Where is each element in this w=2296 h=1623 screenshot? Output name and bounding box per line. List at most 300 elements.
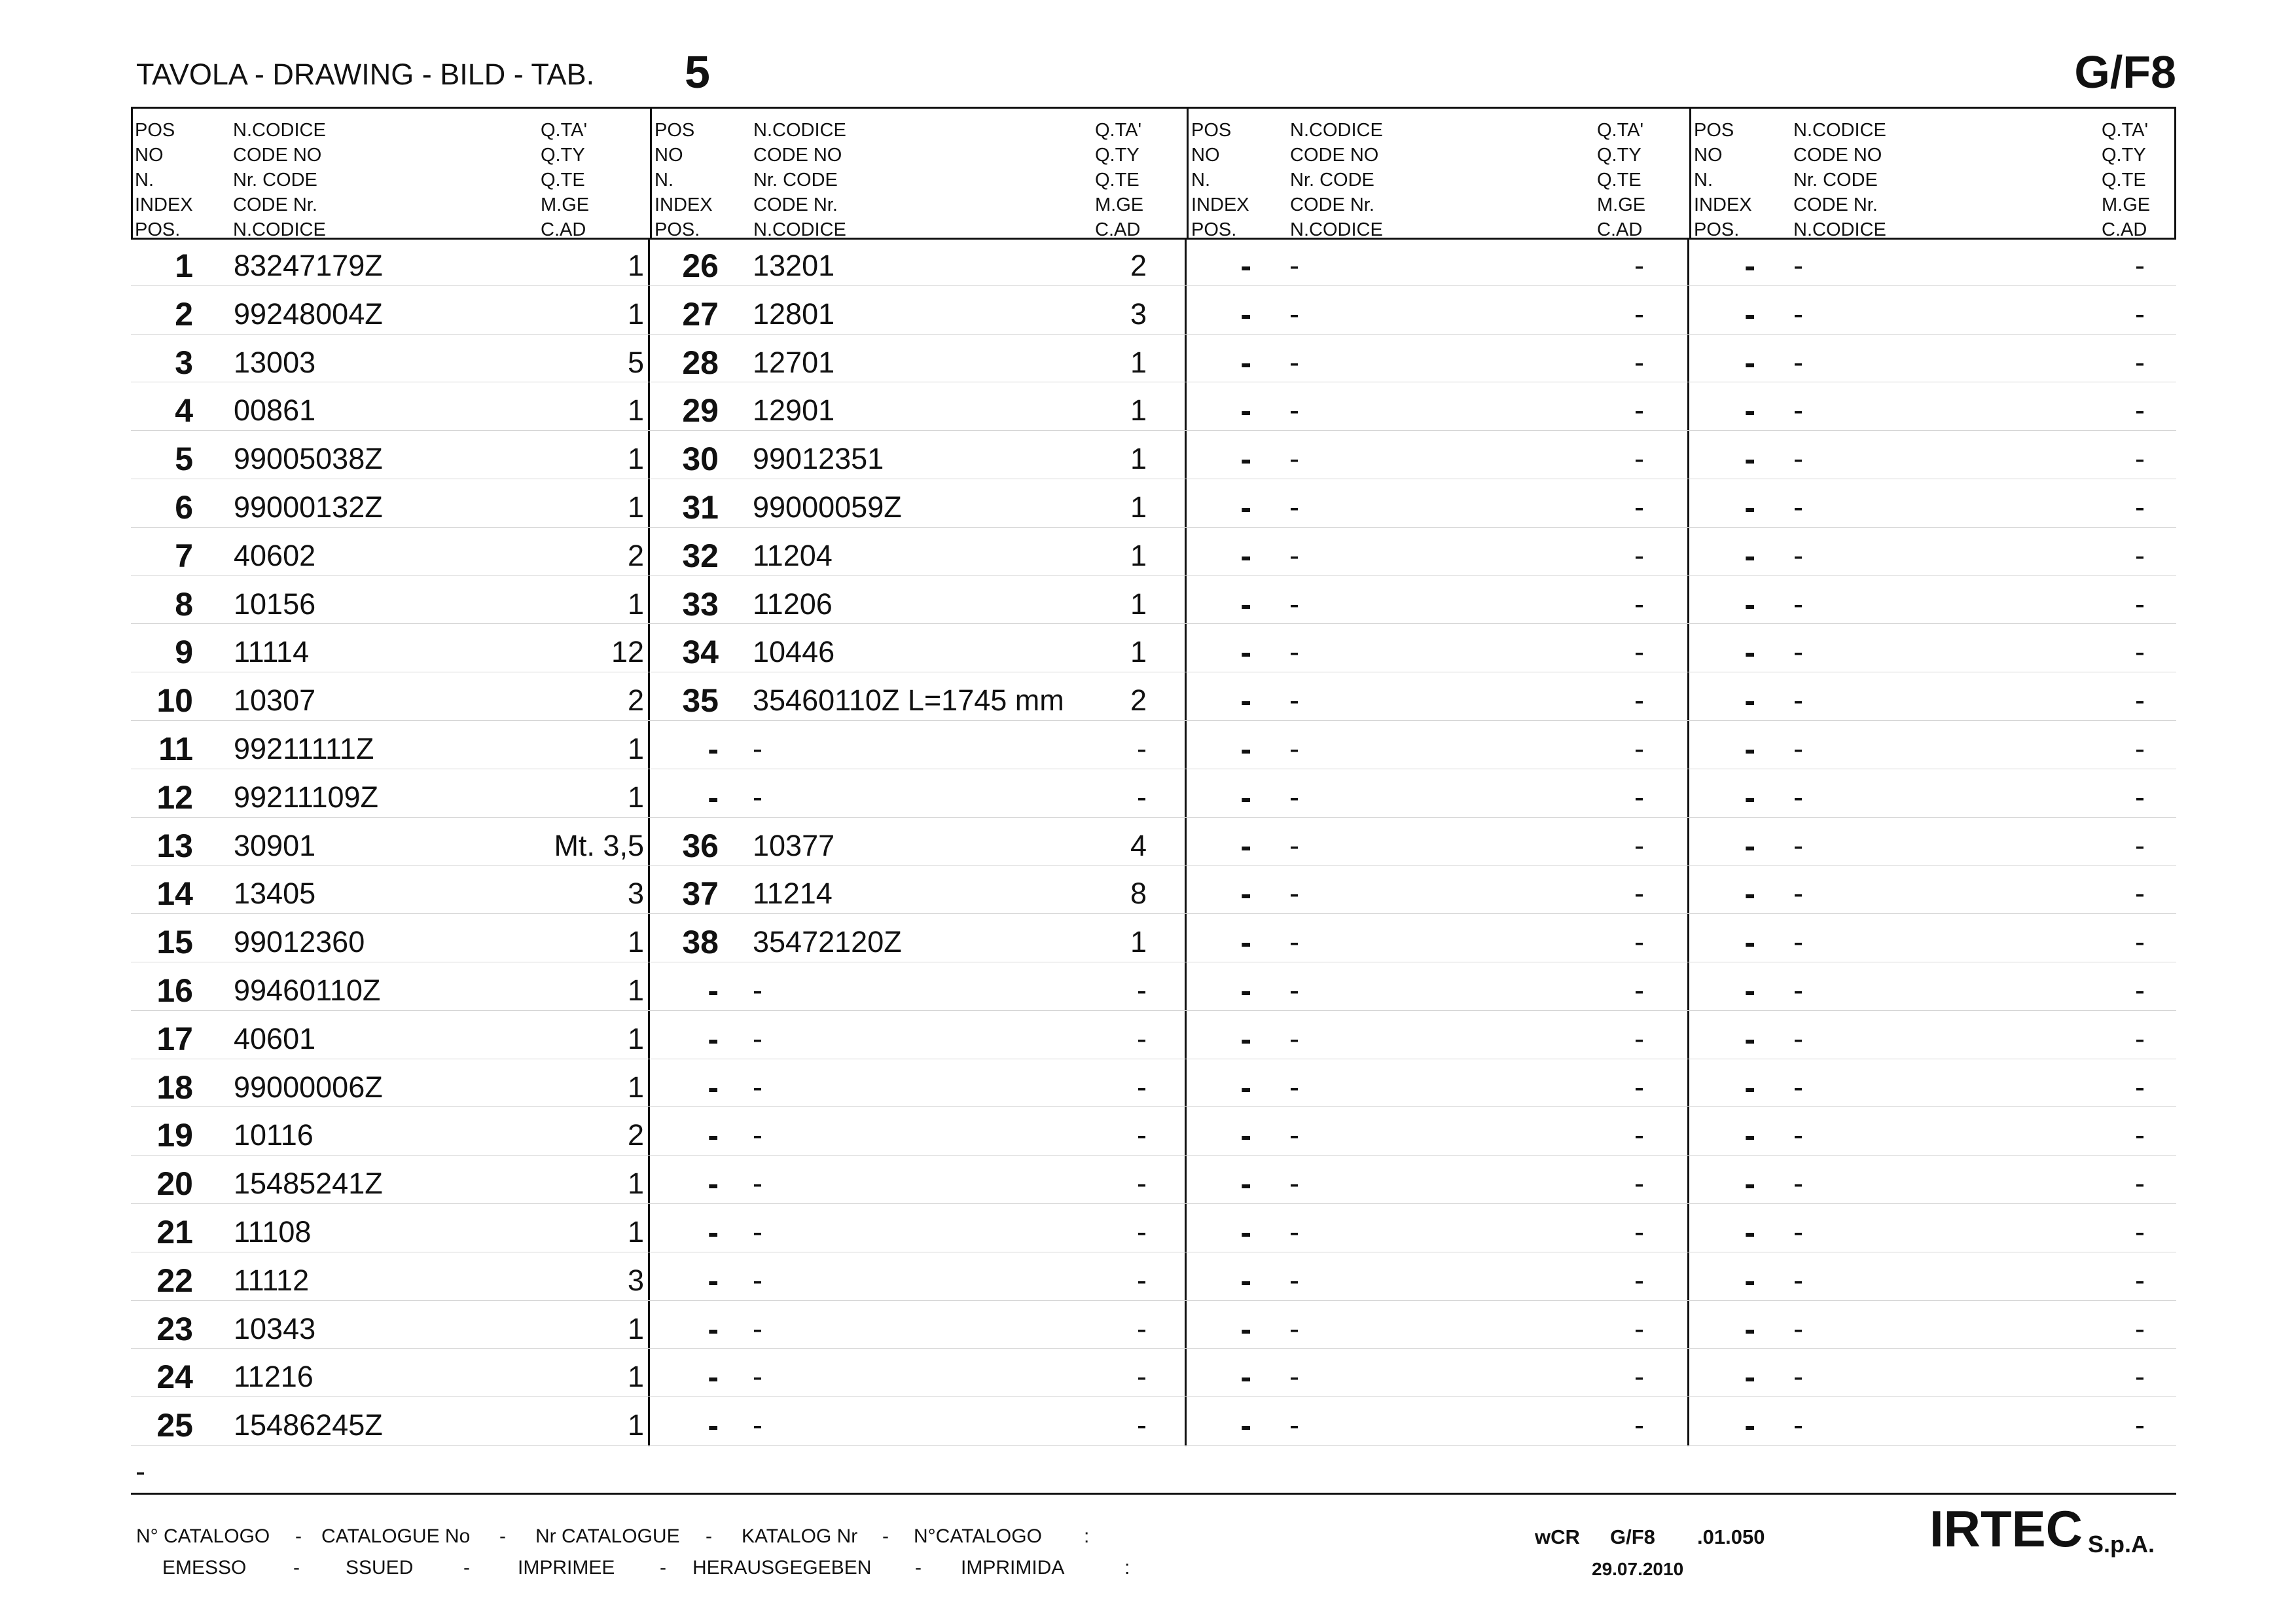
company-suffix: S.p.A. — [2088, 1531, 2155, 1558]
header-code-label: CODE NO — [233, 145, 322, 166]
header-code-label: CODE NO — [1290, 145, 1379, 166]
header-code-label: CODE NO — [753, 145, 842, 166]
header-column-divider — [1187, 109, 1189, 238]
header-qty-label: M.GE — [1597, 194, 1646, 215]
header-code-label: Nr. CODE — [1290, 170, 1374, 191]
header-code-label: CODE Nr. — [1793, 194, 1878, 215]
quantity: - — [1634, 442, 1644, 476]
header-pos-label: POS — [1694, 120, 1734, 141]
part-code: - — [1793, 1408, 1803, 1442]
position-number: 38 — [682, 924, 719, 961]
catalogue-code-part: G/F8 — [1610, 1525, 1655, 1548]
position-number: - — [708, 1262, 719, 1299]
quantity: - — [1137, 1360, 1147, 1394]
position-number: - — [1240, 1407, 1251, 1444]
header-pos-label: N. — [1191, 170, 1210, 191]
catalogue-line-part: N° CATALOGO — [136, 1525, 270, 1547]
part-code: - — [1793, 1360, 1803, 1394]
part-code: - — [1289, 442, 1299, 476]
header-qty-labels — [541, 118, 589, 242]
part-code: - — [1289, 780, 1299, 814]
header-qty-label: C.AD — [1597, 219, 1643, 240]
position-number: - — [1744, 778, 1755, 816]
table-note: - — [135, 1455, 145, 1488]
position-number: - — [1240, 1068, 1251, 1106]
quantity: - — [1137, 1263, 1147, 1297]
position-number: - — [708, 972, 719, 1009]
part-code: 15485241Z — [234, 1167, 383, 1201]
table-row — [131, 576, 2176, 625]
catalogue-line-part: - — [706, 1525, 712, 1547]
part-code: - — [1289, 732, 1299, 765]
quantity: 8 — [1130, 877, 1147, 911]
quantity: - — [1137, 974, 1147, 1007]
position-number: - — [1744, 247, 1755, 284]
part-code: - — [753, 1408, 762, 1442]
table-row — [131, 672, 2176, 721]
quantity: 1 — [627, 925, 644, 959]
header-pos-label: NO — [1191, 145, 1220, 166]
part-code: 30901 — [234, 828, 316, 862]
part-code: - — [1289, 1311, 1299, 1345]
header-qty-label: C.AD — [2102, 219, 2147, 240]
issued-line-part: : — [1124, 1557, 1130, 1578]
quantity: - — [1137, 1408, 1147, 1442]
table-row — [131, 238, 2176, 286]
header-qty-label: Q.TE — [2102, 170, 2146, 191]
quantity: 1 — [627, 297, 644, 331]
quantity: - — [2135, 828, 2145, 862]
quantity: 1 — [627, 1167, 644, 1201]
table-row — [131, 624, 2176, 672]
quantity: 1 — [627, 1311, 644, 1345]
part-code: - — [1289, 1021, 1299, 1055]
quantity: 2 — [627, 538, 644, 572]
part-code: - — [1793, 538, 1803, 572]
part-code: 35472120Z — [753, 925, 902, 959]
part-code: - — [1289, 345, 1299, 379]
header-pos-label: NO — [135, 145, 164, 166]
header-qty-label: Q.TA' — [2102, 120, 2149, 141]
part-code: - — [1793, 684, 1803, 718]
position-number: - — [1240, 1359, 1251, 1396]
header-code-labels — [1290, 118, 1383, 242]
quantity: 1 — [627, 1021, 644, 1055]
part-code: - — [1793, 1311, 1803, 1345]
quantity: - — [2135, 297, 2145, 331]
header-code-label: N.CODICE — [233, 219, 326, 240]
quantity: - — [1634, 1408, 1644, 1442]
position-number: - — [1744, 682, 1755, 720]
part-code: 10377 — [753, 828, 835, 862]
position-number: - — [1744, 924, 1755, 961]
catalogue-line-part: CATALOGUE No — [321, 1525, 471, 1547]
part-code: - — [1793, 1167, 1803, 1201]
position-number: - — [1240, 1117, 1251, 1154]
position-number: 20 — [156, 1165, 193, 1203]
position-number: - — [1240, 682, 1251, 720]
part-code: 99211111Z — [234, 732, 374, 765]
position-number: 26 — [682, 247, 719, 284]
header-pos-label: N. — [655, 170, 673, 191]
page-title: TAVOLA - DRAWING - BILD - TAB. — [136, 58, 595, 91]
table-row — [131, 721, 2176, 769]
position-number: 5 — [175, 441, 193, 478]
quantity: 1 — [627, 780, 644, 814]
header-qty-label: Q.TY — [1095, 145, 1139, 166]
quantity: - — [1137, 1311, 1147, 1345]
part-code: 13003 — [234, 345, 316, 379]
table-row — [131, 1011, 2176, 1059]
position-number: - — [1744, 441, 1755, 478]
part-code: - — [1289, 249, 1299, 282]
issued-line-part: - — [915, 1557, 922, 1578]
header-code-label: CODE NO — [1793, 145, 1882, 166]
header-pos-labels — [655, 118, 713, 242]
quantity: - — [2135, 635, 2145, 669]
header-qty-labels — [1095, 118, 1143, 242]
position-number: 34 — [682, 634, 719, 671]
position-number: 4 — [175, 392, 193, 429]
table-row — [131, 1204, 2176, 1252]
part-code: 99012360 — [234, 925, 365, 959]
table-row — [131, 818, 2176, 866]
table-row — [131, 769, 2176, 818]
part-code: - — [753, 1215, 762, 1249]
header-code-label: CODE Nr. — [1290, 194, 1374, 215]
header-code-labels — [753, 118, 846, 242]
position-number: - — [1240, 295, 1251, 333]
part-code: 99005038Z — [234, 442, 383, 476]
issued-line-part: EMESSO — [162, 1557, 247, 1578]
header-pos-label: NO — [1694, 145, 1723, 166]
header-qty-label: C.AD — [541, 219, 586, 240]
quantity: - — [1137, 732, 1147, 765]
position-number: - — [1240, 827, 1251, 864]
quantity: - — [2135, 442, 2145, 476]
part-code: 10307 — [234, 684, 316, 718]
part-code: 11214 — [753, 877, 833, 911]
position-number: 1 — [175, 247, 193, 284]
position-number: - — [1744, 1214, 1755, 1250]
quantity: - — [1137, 780, 1147, 814]
quantity: 1 — [627, 587, 644, 621]
quantity: Mt. 3,5 — [554, 828, 644, 862]
header-qty-label: Q.TE — [1095, 170, 1139, 191]
part-code: 00861 — [234, 393, 316, 428]
part-code: - — [1793, 877, 1803, 911]
quantity: 12 — [611, 635, 644, 669]
parts-table-header — [131, 107, 2176, 240]
quantity: - — [2135, 1263, 2145, 1297]
part-code: - — [1793, 587, 1803, 621]
quantity: - — [1634, 249, 1644, 282]
position-number: - — [708, 778, 719, 816]
header-pos-label: INDEX — [1191, 194, 1249, 215]
quantity: - — [1634, 490, 1644, 524]
position-number: - — [1240, 778, 1251, 816]
quantity: - — [2135, 538, 2145, 572]
position-number: - — [708, 731, 719, 767]
part-code: - — [1793, 490, 1803, 524]
part-code: - — [1793, 1215, 1803, 1249]
table-row — [131, 431, 2176, 479]
part-code: 15486245Z — [234, 1408, 383, 1442]
issued-line-part: HERAUSGEGEBEN — [692, 1557, 872, 1578]
part-code: - — [753, 780, 762, 814]
table-row — [131, 1156, 2176, 1204]
quantity: 1 — [1130, 393, 1147, 428]
part-code: - — [1793, 393, 1803, 428]
header-qty-label: Q.TY — [541, 145, 585, 166]
part-code: - — [1793, 828, 1803, 862]
quantity: - — [2135, 1360, 2145, 1394]
part-code: 11108 — [234, 1215, 312, 1249]
quantity: 2 — [627, 1118, 644, 1152]
header-code-labels — [1793, 118, 1886, 242]
quantity: - — [1634, 393, 1644, 428]
header-qty-label: Q.TY — [1597, 145, 1641, 166]
table-row — [131, 1252, 2176, 1301]
catalogue-line-part: N°CATALOGO — [914, 1525, 1042, 1547]
header-pos-label: POS — [135, 120, 175, 141]
position-number: - — [708, 1165, 719, 1203]
header-qty-label: Q.TA' — [541, 120, 588, 141]
quantity: - — [1634, 1070, 1644, 1104]
quantity: - — [2135, 1408, 2145, 1442]
part-code: - — [1793, 780, 1803, 814]
table-row — [131, 528, 2176, 576]
position-number: - — [1744, 875, 1755, 913]
header-qty-labels — [1597, 118, 1645, 242]
part-code: - — [1793, 732, 1803, 765]
quantity: - — [2135, 393, 2145, 428]
header-pos-label: POS — [655, 120, 695, 141]
quantity: - — [1634, 345, 1644, 379]
position-number: - — [708, 1068, 719, 1106]
header-code-label: Nr. CODE — [753, 170, 838, 191]
part-code: 11112 — [234, 1263, 310, 1297]
position-number: - — [1744, 634, 1755, 671]
quantity: - — [1137, 1070, 1147, 1104]
table-row — [131, 1107, 2176, 1156]
part-code: - — [1289, 297, 1299, 331]
quantity: 1 — [627, 1360, 644, 1394]
header-qty-label: Q.TE — [1597, 170, 1641, 191]
quantity: - — [1634, 1167, 1644, 1201]
part-code: 11216 — [234, 1360, 314, 1394]
header-code-label: CODE Nr. — [233, 194, 317, 215]
issued-line-part: - — [463, 1557, 470, 1578]
position-number: - — [1744, 537, 1755, 574]
issue-date: 29.07.2010 — [1592, 1559, 1684, 1579]
quantity: - — [2135, 587, 2145, 621]
position-number: - — [1744, 585, 1755, 623]
part-code: - — [1793, 635, 1803, 669]
header-pos-label: POS. — [655, 219, 700, 240]
header-column-divider — [650, 109, 652, 238]
position-number: - — [1744, 1117, 1755, 1154]
position-number: - — [708, 1359, 719, 1396]
catalogue-code-part: wCR — [1535, 1525, 1580, 1548]
quantity: - — [2135, 1215, 2145, 1249]
table-row — [131, 866, 2176, 914]
position-number: - — [1240, 1020, 1251, 1057]
position-number: 31 — [682, 489, 719, 526]
quantity: - — [2135, 684, 2145, 718]
position-number: - — [708, 1214, 719, 1250]
position-number: 36 — [682, 827, 719, 864]
header-qty-label: Q.TA' — [1597, 120, 1644, 141]
position-number: - — [708, 1020, 719, 1057]
header-code-label: Nr. CODE — [1793, 170, 1878, 191]
quantity: - — [2135, 974, 2145, 1007]
quantity: - — [1634, 538, 1644, 572]
header-qty-label: Q.TY — [2102, 145, 2146, 166]
position-number: 23 — [156, 1310, 193, 1347]
parts-table — [131, 107, 2176, 1442]
position-number: 29 — [682, 392, 719, 429]
header-code-label: N.CODICE — [753, 120, 846, 141]
quantity: 2 — [627, 684, 644, 718]
part-code: - — [753, 732, 762, 765]
position-number: - — [1240, 247, 1251, 284]
quantity: - — [1634, 684, 1644, 718]
position-number: - — [1744, 344, 1755, 381]
quantity: 4 — [1130, 828, 1147, 862]
header-qty-label: M.GE — [541, 194, 590, 215]
header-code-labels — [233, 118, 326, 242]
part-code: - — [1793, 974, 1803, 1007]
header-column-divider — [1689, 109, 1691, 238]
quantity: 1 — [627, 490, 644, 524]
quantity: - — [1634, 635, 1644, 669]
position-number: 9 — [175, 634, 193, 671]
position-number: 12 — [156, 778, 193, 816]
position-number: 16 — [156, 972, 193, 1009]
header-pos-labels — [135, 118, 193, 242]
quantity: 1 — [627, 732, 644, 765]
quantity: 1 — [1130, 635, 1147, 669]
header-pos-label: INDEX — [1694, 194, 1752, 215]
part-code: - — [1289, 1070, 1299, 1104]
drawing-code: G/F8 — [2074, 46, 2176, 98]
position-number: 24 — [156, 1359, 193, 1396]
position-number: - — [1744, 1262, 1755, 1299]
quantity: - — [2135, 490, 2145, 524]
quantity: - — [1137, 1118, 1147, 1152]
part-code: - — [753, 1118, 762, 1152]
header-qty-label: M.GE — [2102, 194, 2151, 215]
catalogue-line-part: - — [295, 1525, 302, 1547]
part-code: - — [1289, 1167, 1299, 1201]
quantity: - — [2135, 249, 2145, 282]
position-number: 30 — [682, 441, 719, 478]
quantity: 3 — [627, 877, 644, 911]
part-code: - — [753, 1021, 762, 1055]
part-code: - — [1793, 1118, 1803, 1152]
quantity: 1 — [627, 1408, 644, 1442]
quantity: 1 — [627, 249, 644, 282]
quantity: - — [1634, 1263, 1644, 1297]
part-code: - — [753, 974, 762, 1007]
table-row — [131, 962, 2176, 1011]
part-code: - — [1289, 877, 1299, 911]
header-pos-label: INDEX — [655, 194, 713, 215]
quantity: - — [2135, 780, 2145, 814]
quantity: - — [1634, 974, 1644, 1007]
position-number: - — [1744, 295, 1755, 333]
position-number: - — [1240, 585, 1251, 623]
table-row — [131, 479, 2176, 528]
part-code: 11114 — [234, 635, 310, 669]
position-number: 37 — [682, 875, 719, 913]
header-qty-label: C.AD — [1095, 219, 1141, 240]
position-number: - — [1240, 1310, 1251, 1347]
part-code: 11206 — [753, 587, 833, 621]
part-code: - — [753, 1263, 762, 1297]
header-code-label: N.CODICE — [1290, 120, 1383, 141]
part-code: 99000059Z — [753, 490, 902, 524]
part-code: 99460110Z — [234, 974, 381, 1007]
table-row — [131, 1301, 2176, 1349]
quantity: 1 — [1130, 587, 1147, 621]
part-code: - — [1793, 442, 1803, 476]
table-number: 5 — [685, 46, 710, 98]
position-number: - — [1744, 972, 1755, 1009]
position-number: - — [1240, 537, 1251, 574]
position-number: - — [1744, 489, 1755, 526]
footer-divider — [131, 1493, 2176, 1495]
quantity: - — [1634, 587, 1644, 621]
quantity: 2 — [1130, 684, 1147, 718]
quantity: 1 — [1130, 538, 1147, 572]
position-number: 17 — [156, 1020, 193, 1057]
issued-line-part: - — [293, 1557, 300, 1578]
catalogue-line-part: - — [499, 1525, 506, 1547]
quantity: - — [2135, 345, 2145, 379]
position-number: 15 — [156, 924, 193, 961]
quantity: - — [1634, 925, 1644, 959]
quantity: 3 — [1130, 297, 1147, 331]
part-code: 10446 — [753, 635, 835, 669]
position-number: - — [1240, 731, 1251, 767]
header-qty-label: Q.TE — [541, 170, 585, 191]
part-code: - — [1793, 1021, 1803, 1055]
part-code: - — [753, 1167, 762, 1201]
quantity: - — [1137, 1167, 1147, 1201]
position-number: - — [1744, 1068, 1755, 1106]
part-code: 99000006Z — [234, 1070, 383, 1104]
quantity: - — [1634, 297, 1644, 331]
quantity: - — [2135, 1070, 2145, 1104]
part-code: - — [1289, 538, 1299, 572]
quantity: - — [1137, 1021, 1147, 1055]
part-code: - — [1289, 393, 1299, 428]
header-code-label: N.CODICE — [233, 120, 326, 141]
quantity: 1 — [1130, 345, 1147, 379]
position-number: - — [708, 1407, 719, 1444]
position-number: - — [708, 1117, 719, 1154]
quantity: - — [1634, 732, 1644, 765]
position-number: 28 — [682, 344, 719, 381]
quantity: - — [1634, 1021, 1644, 1055]
part-code: - — [1289, 1215, 1299, 1249]
position-number: - — [1240, 875, 1251, 913]
part-code: - — [1289, 974, 1299, 1007]
position-number: 10 — [156, 682, 193, 720]
quantity: - — [2135, 1118, 2145, 1152]
